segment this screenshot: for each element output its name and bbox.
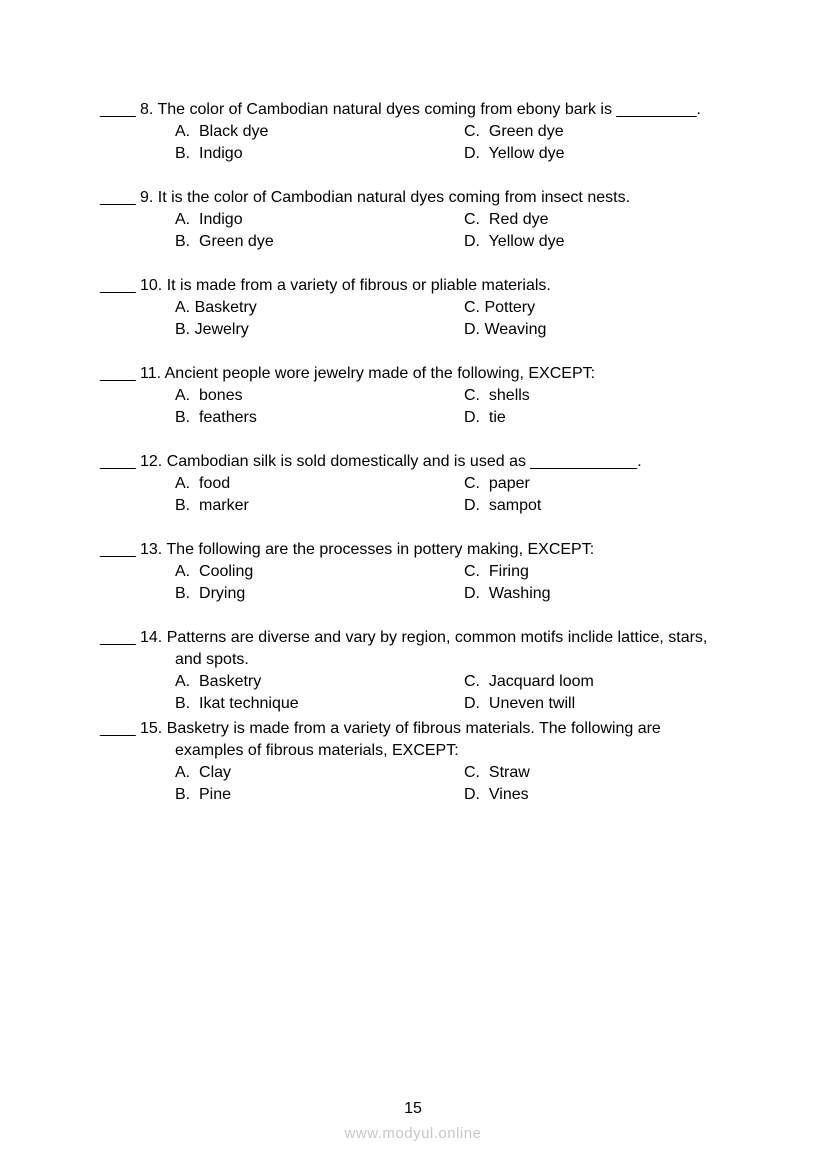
option: A. Cooling — [175, 563, 254, 580]
answer-blank: ____ — [100, 277, 136, 294]
answer-blank: ____ — [100, 189, 136, 206]
option: D. tie — [464, 409, 506, 426]
option: B. Jewelry — [175, 321, 249, 338]
question-item — [100, 187, 740, 253]
question-text: 9. It is the color of Cambodian natural dyes coming from insect nests. — [140, 189, 631, 206]
option: A. bones — [175, 387, 243, 404]
question-text: 14. Patterns are diverse and vary by region, common motifs inclide lattice, stars, — [140, 629, 708, 646]
option: A. Indigo — [175, 211, 243, 228]
question-text: 8. The color of Cambodian natural dyes coming from ebony bark is _________. — [140, 101, 701, 118]
option: D. Washing — [464, 585, 551, 602]
option: A. Basketry — [175, 673, 262, 690]
option: A. food — [175, 475, 231, 492]
option: D. Yellow dye — [464, 233, 565, 250]
question-item — [100, 539, 740, 605]
question-item — [100, 275, 740, 341]
option: D. Vines — [464, 786, 529, 803]
question-item — [100, 451, 740, 517]
options — [100, 121, 740, 165]
option: C. Red dye — [464, 211, 549, 228]
options — [100, 762, 740, 806]
question-item — [100, 627, 740, 715]
answer-blank: ____ — [100, 541, 136, 558]
watermark: www.modyul.online — [344, 1125, 482, 1142]
options — [100, 561, 740, 605]
question-text: 15. Basketry is made from a variety of fibrous materials. The following are — [140, 720, 661, 737]
question-text: 10. It is made from a variety of fibrous or pliable materials. — [140, 277, 551, 294]
question-item — [100, 99, 740, 165]
option: D. sampot — [464, 497, 542, 514]
options — [100, 297, 740, 341]
options — [100, 671, 740, 715]
answer-blank: ____ — [100, 365, 136, 382]
page-number: 15 — [404, 1100, 422, 1117]
answer-blank: ____ — [100, 101, 136, 118]
option: B. Pine — [175, 786, 232, 803]
question-text: 12. Cambodian silk is sold domestically and is used as ____________. — [140, 453, 642, 470]
options — [100, 209, 740, 253]
option: C. Firing — [464, 563, 529, 580]
question-item — [100, 718, 740, 806]
option: B. Green dye — [175, 233, 274, 250]
option: C. Green dye — [464, 123, 564, 140]
option: B. Drying — [175, 585, 246, 602]
option: D. Uneven twill — [464, 695, 576, 712]
option: A. Black dye — [175, 123, 269, 140]
options — [100, 385, 740, 429]
option: B. Indigo — [175, 145, 243, 162]
option: D. Weaving — [464, 321, 547, 338]
option: C. Jacquard loom — [464, 673, 594, 690]
answer-blank: ____ — [100, 629, 136, 646]
question-text-continued: and spots. — [175, 651, 249, 668]
option: B. marker — [175, 497, 249, 514]
options — [100, 473, 740, 517]
option: C. paper — [464, 475, 530, 492]
option: C. Straw — [464, 764, 530, 781]
option: C. shells — [464, 387, 530, 404]
option: A. Clay — [175, 764, 232, 781]
option: A. Basketry — [175, 299, 257, 316]
option: B. feathers — [175, 409, 257, 426]
option: D. Yellow dye — [464, 145, 565, 162]
answer-blank: ____ — [100, 453, 136, 470]
question-list — [100, 99, 740, 828]
question-text-continued: examples of fibrous materials, EXCEPT: — [175, 742, 459, 759]
question-text: 13. The following are the processes in pottery making, EXCEPT: — [140, 541, 595, 558]
option: B. Ikat technique — [175, 695, 299, 712]
answer-blank: ____ — [100, 720, 136, 737]
option: C. Pottery — [464, 299, 536, 316]
question-item — [100, 363, 740, 429]
question-text: 11. Ancient people wore jewelry made of the following, EXCEPT: — [140, 365, 596, 382]
